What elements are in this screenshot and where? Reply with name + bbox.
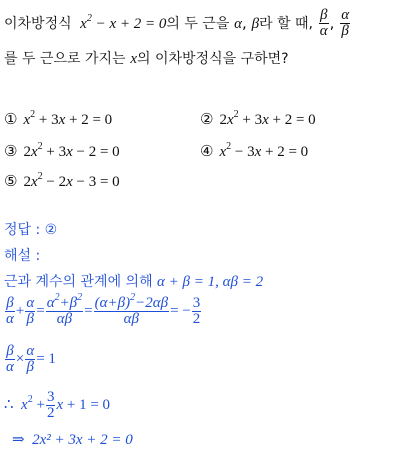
choice-number: ①: [4, 110, 18, 128]
beta-symbol: β: [251, 16, 260, 32]
product-of-roots-equation: $\frac{\beta}{\alpha}$ × $\frac{\alpha}{\beta}$ = 1: [6, 343, 56, 375]
choice-end: + 2 = 0: [265, 144, 309, 160]
answer-value: ②: [44, 222, 58, 238]
choice-4[interactable]: ④ $x^2 - 3x + 2 = 0$: [200, 141, 309, 160]
choice-end: + 2 = 0: [272, 112, 316, 128]
choice-mid: + 3: [46, 144, 67, 160]
variable-x: x: [130, 51, 137, 67]
fraction-alpha-over-beta: $\frac{\alpha}{\beta}$: [341, 7, 350, 39]
choice-number: ⑤: [4, 172, 18, 190]
choice-number: ②: [200, 110, 214, 128]
choice-number: ③: [4, 142, 18, 160]
choice-end: − 3 = 0: [76, 174, 120, 190]
choice-end: + 2 = 0: [69, 112, 113, 128]
question-end: 라 할 때,: [259, 16, 313, 32]
choice-coef: 2: [219, 112, 227, 128]
choice-coef: 2: [23, 174, 31, 190]
question-line-2: [4, 48, 289, 68]
choice-coef: 2: [23, 144, 31, 160]
choice-3[interactable]: ③ $2x^2 + 3x - 2 = 0$: [4, 141, 120, 160]
choice-mid: + 3: [38, 112, 59, 128]
fraction-beta-over-alpha: $\frac{\beta}{\alpha}$: [319, 7, 328, 39]
answer-line: [4, 219, 57, 239]
choice-2[interactable]: ② $2x^2 + 3x + 2 = 0$: [200, 109, 316, 128]
question-line2-end: 의 이차방정식을 구하면?: [137, 51, 289, 67]
choice-mid: − 2: [46, 174, 67, 190]
question-line-1: 이차방정식 $x^2 - x + 2 = 0$의 두 근을 α, β라 할 때, $\frac{\beta}{\alpha}$ , $\frac{\alpha}{\beta}$: [4, 7, 350, 39]
question-prefix: 이차방정식: [4, 16, 72, 32]
relation-text: 근과 계수의 관계에 의해: [4, 274, 153, 290]
therefore-equation: ∴ $x^2$ + $\frac{3}{2}$ x + 1 = 0: [4, 389, 111, 421]
question-line2-text: 를 두 근으로 가지는: [4, 51, 126, 67]
question-middle: 의 두 근을: [166, 16, 230, 32]
final-equation: 2x² + 3x + 2 = 0: [32, 432, 133, 448]
therefore-symbol: ∴: [4, 396, 14, 413]
choice-5[interactable]: ⑤ $2x^2 - 2x - 3 = 0$: [4, 171, 120, 190]
choice-mid: + 3: [242, 112, 263, 128]
choice-number: ④: [200, 142, 214, 160]
choice-end: − 2 = 0: [76, 144, 120, 160]
implies-symbol: ⇒: [12, 432, 25, 448]
comma: ,: [242, 14, 247, 32]
alpha-symbol: α: [234, 16, 243, 32]
quadratic-equation: $x^2 - x + 2 = 0$: [76, 13, 167, 32]
sum-of-roots-equation: $\frac{\beta}{\alpha}$ + $\frac{\alpha}{\beta}$ = $\frac{\alpha^2+\beta^2}{\alpha\beta}$ = $\frac{(\alpha+\beta)^2-2\alpha\beta}{\alpha\beta}$ = − $\frac{3}{2}$: [6, 292, 201, 327]
answer-label: 정답 :: [4, 222, 41, 238]
explain-label: 해설 :: [4, 248, 41, 264]
choice-1[interactable]: ① $x^2 + 3x + 2 = 0$: [4, 109, 113, 128]
relation-line: [4, 271, 263, 291]
final-equation-line: [12, 430, 133, 449]
relation-math: α + β = 1, αβ = 2: [157, 274, 264, 290]
choice-mid: − 3: [234, 144, 255, 160]
